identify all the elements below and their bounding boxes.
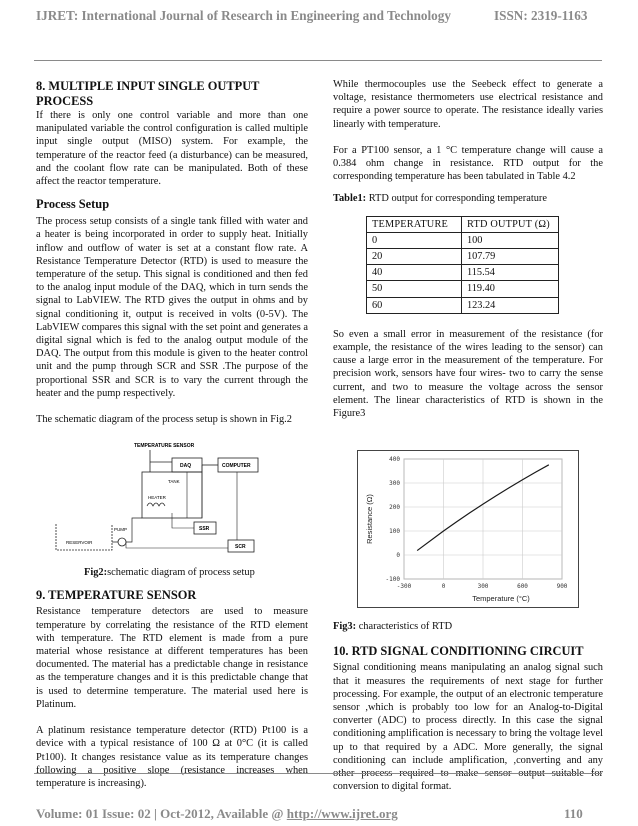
table-row [367, 249, 559, 265]
y-tick-label: 0 [396, 552, 400, 560]
table-cell-rtd-output: 115.54 [462, 265, 559, 281]
journal-title: IJRET: International Journal of Research in Engineering and Technology [36, 8, 451, 23]
fig2-reservoir [56, 524, 112, 550]
fig2-pump-label: PUMP [114, 527, 128, 533]
right-para-3: So even a small error in measurement of the resistance (for example, the resistance of the wires leading to the sensor) can cause a large error in the measurement of the temperature. For precision work, sensors have four wires- two to carry the sense current, and two to measure the voltage across the sensor element. The linear characteristics of RTD is shown in the Figure3 [333, 328, 603, 420]
fig2-reservoir-label: RESERVOIR [66, 540, 93, 546]
table-cell-rtd-output: 123.24 [462, 297, 559, 313]
header-rule [34, 60, 602, 61]
footer-volume: Volume: 01 Issue: 02 | Oct-2012, Available @ http://www.ijret.org [36, 806, 398, 821]
section-10-title: 10. RTD SIGNAL CONDITIONING CIRCUIT [333, 644, 584, 659]
y-tick-label: 400 [389, 456, 400, 464]
table-cell-rtd-output: 100 [462, 232, 559, 248]
x-tick-label: 600 [517, 583, 528, 591]
y-axis-label: Resistance (Ω) [365, 494, 374, 545]
process-setup-body: The process setup consists of a single tank filled with water and a heater is being incorporated in order to supply heat. Initially inflow and outflow of water is set at a constant flow rate. A Resistance Temperature Detector (RTD) is used to measure the temperature of the setup. This signal is conditioned and then fed to the analog input module of the DAQ, which in turn sends the signal to LabVIEW. The RTD gives the output in ohms and by signal conditioning it, output is received in volts (0-5V). The LabVIEW compares this signal with the set point and generates a digital signal which is fed to the analog output module of the DAQ. The output from this module is given to the heater control unit and the pump through SCR and SSR .The purpose of the proportional SSR and SCR is to vary the current through the heater and the pump respectively. [36, 216, 308, 399]
fig2-scr-label: SCR [235, 544, 246, 551]
table-row [367, 297, 559, 313]
section-9-body-1: Resistance temperature detectors are used to measure temperature by correlating the resistance of the RTD element with temperature. The RTD element is made from a pure material whose resistance at different temperatures has been documented. The material has a predictable change in resistance as the temperature changes and it is this predictable change that is used to determine temperature. The material used here is Platinum. [36, 606, 308, 710]
footer-rule [34, 773, 602, 774]
table-cell-temperature: 50 [367, 281, 462, 297]
right-column [333, 78, 603, 794]
footer-url-link[interactable]: http://www.ijret.org [286, 806, 398, 821]
table-row [367, 232, 559, 248]
table1-caption: Table1: RTD output for corresponding temperature [333, 193, 547, 205]
table-cell-temperature: 60 [367, 297, 462, 313]
table-cell-temperature: 20 [367, 249, 462, 265]
x-tick-label: 0 [441, 583, 446, 591]
section-9-body-2: A platinum resistance temperature detector (RTD) Pt100 is a device with a typical resistance of 100 Ω at 0°C (it is called Pt100). It changes resistance value as its temperature changes following a positive slope (resistance increases when temperature is increasing). [36, 725, 308, 789]
section-8-body: If there is only one control variable and more than one manipulated variable the control configuration is called multiple input single output (MISO) system. For example, the temperature of the reactor feed (a disturbance) can be measured, and the coolant flow rate can be manipulated. Both of these affect the reactor temperature. [36, 110, 308, 188]
fig2-heater-coil [147, 503, 165, 506]
fig2-pump [118, 538, 126, 546]
x-tick-label: -300 [396, 583, 412, 591]
table-cell-temperature: 40 [367, 265, 462, 281]
fig3-caption: Fig3: characteristics of RTD [333, 621, 453, 633]
section-10-body: Signal conditioning means manipulating an analog signal such that it measures the requirements of next stage for further processing. For example, the output of an electronic temperature sensor ,which is probably too low for an Analog-to-Digital converter (ADC) to process directly. In this case the signal conditioning amplification is necessary to bring the voltage level up to that required by a ADC. More generally, the signal conditioning can include amplification, ,converting and any other process required to make sensor output suitable for conversion to digital format. [333, 662, 603, 793]
x-axis-label: Temperature (°C) [472, 594, 530, 604]
fig2-ssr-label: SSR [199, 526, 210, 533]
rtd-output-table [366, 216, 559, 314]
fig3-chart [358, 451, 578, 607]
y-tick-label: 200 [389, 504, 400, 512]
section-9-title: 9. TEMPERATURE SENSOR [36, 588, 197, 603]
section-8-title: 8. MULTIPLE INPUT SINGLE OUTPUT PROCESS [36, 79, 260, 108]
table-header-rtd-output: RTD OUTPUT (Ω) [462, 216, 559, 232]
right-para-2: For a PT100 sensor, a 1 °C temperature change will cause a 0.384 ohm change in resistance. RTD output for the corresponding temperature has been tabulated in Table 4.2 [333, 144, 603, 183]
table-row [367, 265, 559, 281]
table-row [367, 281, 559, 297]
right-para-1: While thermocouples use the Seebeck effect to generate a voltage, resistance thermometers use electrical resistance and require a power source to operate. The resistance ideally varies linearly with temperature. [333, 79, 603, 130]
y-tick-label: -100 [385, 576, 400, 584]
left-column [36, 79, 308, 790]
fig2-computer-label: COMPUTER [222, 463, 251, 470]
process-setup-title: Process Setup [36, 197, 110, 212]
fig2-tank-label: TANK [168, 479, 180, 485]
fig2-daq-label: DAQ [180, 463, 192, 470]
fig2-heater-label: HEATER [148, 495, 166, 501]
table-cell-rtd-output: 119.40 [462, 281, 559, 297]
x-tick-label: 900 [556, 583, 568, 591]
y-tick-label: 100 [389, 528, 400, 536]
fig3-chart-frame [357, 450, 579, 608]
y-tick-label: 300 [389, 480, 400, 488]
fig2-temp-sensor-label: TEMPERATURE SENSOR [134, 443, 195, 450]
schematic-reference: The schematic diagram of the process setup is shown in Fig.2 [36, 414, 292, 426]
fig2-caption: Fig2:schematic diagram of process setup [84, 567, 255, 579]
table-cell-temperature: 0 [367, 232, 462, 248]
issn: ISSN: 2319-1163 [494, 8, 588, 23]
table-header-temperature: TEMPERATURE [367, 216, 462, 232]
fig2-schematic [52, 438, 292, 558]
table-cell-rtd-output: 107.79 [462, 249, 559, 265]
footer-page-number: 110 [564, 806, 583, 821]
x-tick-label: 300 [477, 583, 489, 591]
